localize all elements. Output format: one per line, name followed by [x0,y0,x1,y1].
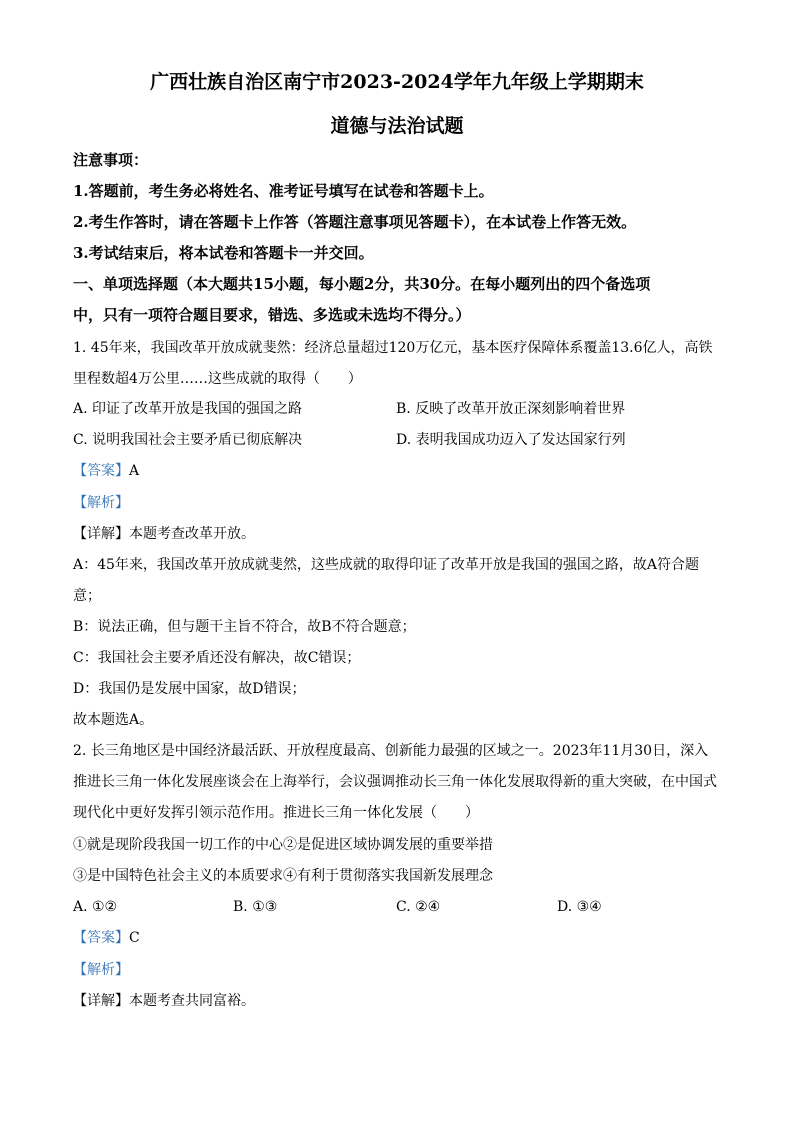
q2-answer [73,928,140,948]
notice-item-3: 3.考试结束后，将本试卷和答题卡一并交回。 [73,244,374,262]
q1-option-a: A. 印证了改革开放是我国的强国之路 [73,401,303,417]
q2-option-c: C. ②④ [396,899,441,915]
q2-detail [73,991,255,1011]
q2-answer-value: C [129,930,140,946]
q1-detail-tag: 【详解】 [73,526,129,542]
notice-heading: 注意事项： [73,151,149,169]
q1-explanation-a-line-1: A：45年来，我国改革开放成就斐然，这些成就的取得印证了改革开放是我国的强国之路，故A符合题 [73,557,700,573]
q2-answer-tag: 【答案】 [73,930,129,946]
section-heading-line-1: 一、单项选择题（本大题共15小题，每小题2分，共30分。在每小题列出的四个备选项 [73,275,651,293]
q1-option-c: C. 说明我国社会主要矛盾已彻底解决 [73,432,303,448]
notice-item-1: 1.答题前，考生务必将姓名、准考证号填写在试卷和答题卡上。 [73,182,494,200]
document-subtitle: 道德与法治试题 [330,115,464,137]
document-title: 广西壮族自治区南宁市2023-2024学年九年级上学期期末 [150,71,644,93]
q1-explanation-c: C：我国社会主要矛盾还没有解决，故C错误； [73,650,361,666]
q2-option-a: A. ①② [73,899,118,915]
q2-detail-tag: 【详解】 [73,993,129,1009]
q2-stem-line-2: 推进长三角一体化发展座谈会在上海举行，会议强调推动长三角一体化发展取得新的重大突破，在中国式 [73,774,717,790]
q1-explanation-b: B：说法正确，但与题干主旨不符合，故B不符合题意； [73,619,416,635]
q2-analysis-label: 【解析】 [73,962,129,978]
q2-items-line-1: ①就是现阶段我国一切工作的中心②是促进区域协调发展的重要举措 [73,837,493,853]
q2-option-b: B. ①③ [233,899,278,915]
q2-stem-line-3: 现代化中更好发挥引领示范作用。推进长三角一体化发展（ ） [73,805,479,821]
q1-analysis-tag [73,493,129,513]
q2-analysis-tag [73,960,129,980]
notice-item-2: 2.考生作答时，请在答题卡上作答（答题注意事项见答题卡），在本试卷上作答无效。 [73,213,637,231]
q1-analysis-label: 【解析】 [73,495,129,511]
q1-answer-tag: 【答案】 [73,463,129,479]
q1-answer [73,461,139,481]
q2-items-line-2: ③是中国特色社会主义的本质要求④有利于贯彻落实我国新发展理念 [73,868,493,884]
section-heading-line-2: 中，只有一项符合题目要求，错选、多选或未选均不得分。） [73,306,471,324]
q2-option-d: D. ③④ [557,899,602,915]
q1-detail [73,524,255,544]
q1-answer-value: A [129,463,140,479]
q1-conclusion: 故本题选A。 [73,712,154,728]
q2-detail-text: 本题考查共同富裕。 [129,993,255,1009]
q1-detail-text: 本题考查改革开放。 [129,526,255,542]
q1-explanation-d: D：我国仍是发展中国家，故D错误； [73,681,306,697]
q1-option-b: B. 反映了改革开放正深刻影响着世界 [396,401,626,417]
q1-stem-line-1: 1. 45年来，我国改革开放成就斐然：经济总量超过120万亿元，基本医疗保障体系覆盖13.6亿人，高铁 [73,340,713,356]
q1-explanation-a-line-2: 意； [73,588,101,604]
q1-stem-line-2: 里程数超4万公里……这些成就的取得（ ） [73,371,362,387]
q2-stem-line-1: 2. 长三角地区是中国经济最活跃、开放程度最高、创新能力最强的区域之一。2023年11月30日，深入 [73,743,709,759]
q1-option-d: D. 表明我国成功迈入了发达国家行列 [396,432,626,448]
